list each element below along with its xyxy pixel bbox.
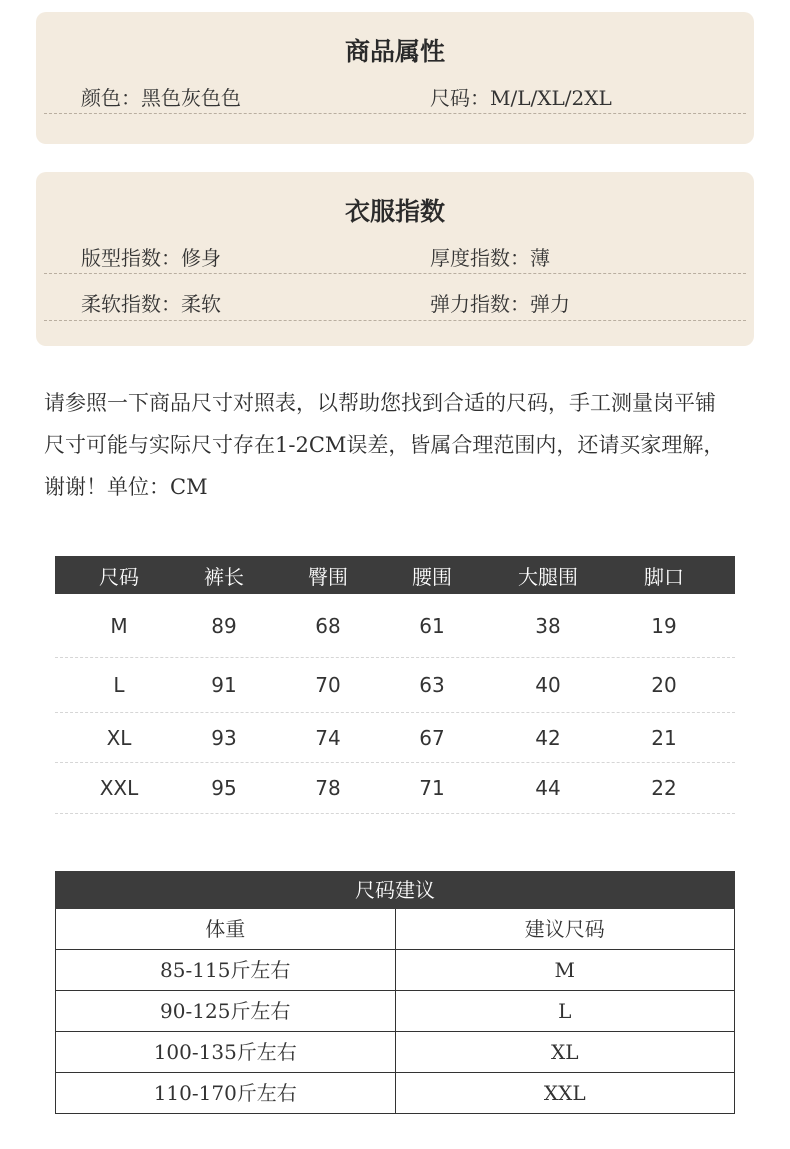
table-cell: 93 bbox=[211, 725, 237, 750]
size-attribute: 尺码：M/L/XL/2XL bbox=[430, 86, 612, 110]
product-attributes-card bbox=[36, 12, 754, 144]
header-cell: 体重 bbox=[205, 917, 246, 941]
table-cell: 78 bbox=[315, 776, 341, 800]
table-cell: M bbox=[110, 613, 128, 638]
clothing-index-title: 衣服指数 bbox=[344, 197, 445, 226]
table-cell: XXL bbox=[395, 1073, 735, 1113]
table-row bbox=[56, 1031, 734, 1072]
table-cell: 95 bbox=[211, 776, 237, 800]
table-cell: 71 bbox=[419, 776, 445, 800]
table-cell: 85-115斤左右 bbox=[160, 958, 291, 982]
table-cell: 21 bbox=[651, 725, 677, 750]
divider bbox=[44, 113, 746, 114]
notice-line: 尺寸可能与实际尺寸存在1-2CM误差，皆属合理范围内，还请买家理解， bbox=[44, 433, 725, 457]
table-header-row bbox=[56, 909, 734, 949]
table-cell: M bbox=[395, 950, 735, 990]
thickness-index: 厚度指数：薄 bbox=[430, 246, 550, 270]
table-cell: 67 bbox=[419, 725, 445, 750]
size-recommendation-table bbox=[55, 871, 735, 1114]
table-cell: XL bbox=[106, 725, 132, 750]
color-attribute: 颜色：黑色灰色色 bbox=[81, 86, 241, 110]
softness-index: 柔软指数：柔软 bbox=[81, 292, 221, 316]
header-cell: 大腿围 bbox=[518, 564, 578, 589]
table-cell: 68 bbox=[315, 613, 341, 638]
fit-index: 版型指数：修身 bbox=[81, 246, 221, 270]
header-cell: 尺码 bbox=[99, 564, 139, 589]
notice-line: 请参照一下商品尺寸对照表，以帮助您找到合适的尺码，手工测量岗平铺 bbox=[44, 391, 716, 415]
header-cell: 裤长 bbox=[204, 564, 244, 589]
header-cell: 建议尺码 bbox=[395, 909, 735, 949]
table-cell: XXL bbox=[99, 776, 139, 800]
measurement-notice bbox=[44, 382, 754, 508]
table-cell: 63 bbox=[419, 673, 445, 697]
table-cell: 44 bbox=[535, 776, 561, 800]
table-cell: 38 bbox=[535, 613, 561, 638]
table-cell: L bbox=[113, 673, 125, 697]
table-row bbox=[55, 594, 735, 658]
divider bbox=[44, 320, 746, 321]
table-row bbox=[55, 713, 735, 763]
recommendation-grid bbox=[55, 909, 735, 1114]
table-row bbox=[56, 949, 734, 990]
elasticity-index: 弹力指数：弹力 bbox=[430, 292, 570, 316]
table-row bbox=[56, 1072, 734, 1113]
product-attributes-title: 商品属性 bbox=[344, 37, 445, 66]
table-row bbox=[55, 658, 735, 713]
clothing-index-card bbox=[36, 172, 754, 346]
header-cell: 脚口 bbox=[644, 564, 684, 589]
table-cell: 61 bbox=[419, 613, 445, 638]
recommendation-title: 尺码建议 bbox=[55, 871, 735, 909]
table-cell: L bbox=[395, 991, 735, 1031]
notice-line: 谢谢！单位：CM bbox=[44, 475, 208, 499]
table-cell: 19 bbox=[651, 613, 677, 638]
table-row bbox=[55, 763, 735, 814]
table-cell: 22 bbox=[651, 776, 677, 800]
table-cell: 40 bbox=[535, 673, 561, 697]
table-cell: 100-135斤左右 bbox=[153, 1040, 297, 1064]
table-row bbox=[56, 990, 734, 1031]
table-cell: 89 bbox=[211, 613, 237, 638]
header-cell: 臀围 bbox=[308, 564, 348, 589]
table-cell: 91 bbox=[211, 673, 237, 697]
divider bbox=[44, 273, 746, 274]
header-cell: 腰围 bbox=[412, 564, 452, 589]
table-cell: 110-170斤左右 bbox=[153, 1081, 297, 1105]
table-cell: 42 bbox=[535, 725, 561, 750]
table-cell: 74 bbox=[315, 725, 341, 750]
table-cell: 20 bbox=[651, 673, 677, 697]
size-chart-table bbox=[55, 556, 735, 814]
table-cell: 70 bbox=[315, 673, 341, 697]
size-chart-header bbox=[55, 556, 735, 594]
table-cell: XL bbox=[395, 1032, 735, 1072]
table-cell: 90-125斤左右 bbox=[160, 999, 291, 1023]
